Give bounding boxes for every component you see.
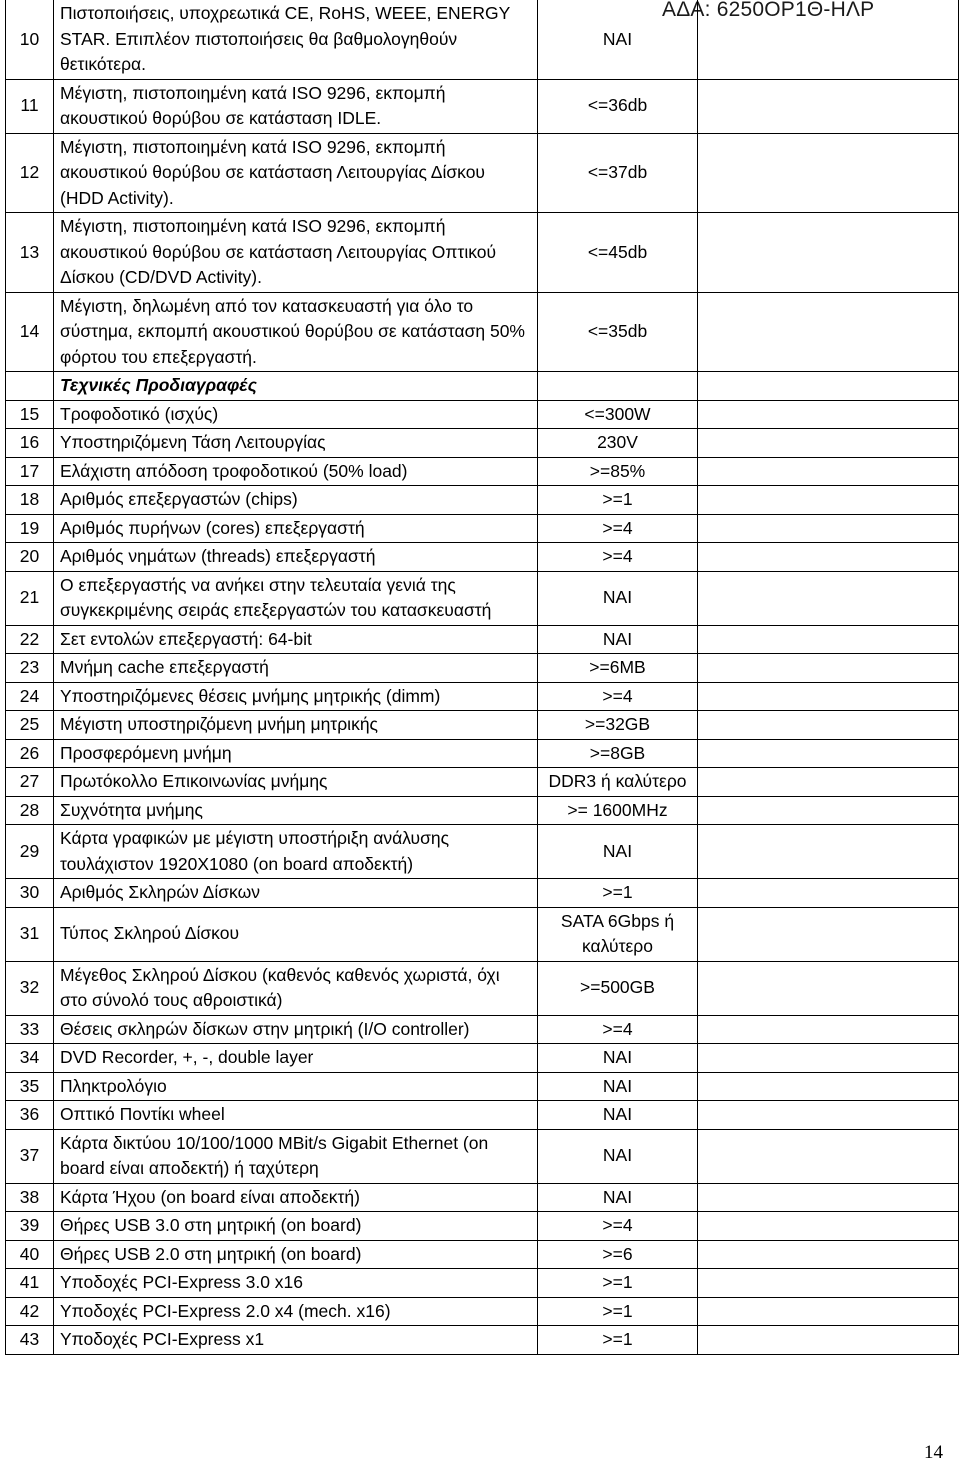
table-row xyxy=(6,879,959,908)
row-description: Αριθμός νημάτων (threads) επεξεργαστή xyxy=(54,543,538,572)
table-row xyxy=(6,571,959,625)
table-row xyxy=(6,1072,959,1101)
row-description: Υποστηριζόμενη Τάση Λειτουργίας xyxy=(54,429,538,458)
row-description: Θήρες USB 3.0 στη μητρική (on board) xyxy=(54,1212,538,1241)
table-row xyxy=(6,133,959,213)
table-row xyxy=(6,682,959,711)
row-number: 28 xyxy=(6,796,54,825)
table-row xyxy=(6,768,959,797)
row-value: ΝΑΙ xyxy=(538,1129,698,1183)
table-row xyxy=(6,825,959,879)
row-empty-cell xyxy=(698,514,959,543)
row-description: Κάρτα δικτύου 10/100/1000 MBit/s Gigabit Ethernet (on board είναι αποδεκτή) ή ταχύτερη xyxy=(54,1129,538,1183)
section-empty-cell xyxy=(698,372,959,401)
row-description: Πρωτόκολλο Επικοινωνίας μνήμης xyxy=(54,768,538,797)
row-value: <=36db xyxy=(538,79,698,133)
row-description: Πληκτρολόγιο xyxy=(54,1072,538,1101)
row-value: >=4 xyxy=(538,682,698,711)
table-row xyxy=(6,711,959,740)
row-number: 17 xyxy=(6,457,54,486)
row-empty-cell xyxy=(698,711,959,740)
table-row xyxy=(6,1044,959,1073)
row-description: Τροφοδοτικό (ισχύς) xyxy=(54,400,538,429)
row-description: Συχνότητα μνήμης xyxy=(54,796,538,825)
row-number: 42 xyxy=(6,1297,54,1326)
row-empty-cell xyxy=(698,429,959,458)
row-empty-cell xyxy=(698,1015,959,1044)
table-row xyxy=(6,1129,959,1183)
row-empty-cell xyxy=(698,1183,959,1212)
row-number: 29 xyxy=(6,825,54,879)
table-row xyxy=(6,1269,959,1298)
row-number: 23 xyxy=(6,654,54,683)
table-row xyxy=(6,1297,959,1326)
table-row xyxy=(6,1240,959,1269)
row-description: Υποδοχές PCI-Express 3.0 x16 xyxy=(54,1269,538,1298)
table-row xyxy=(6,213,959,293)
row-number: 20 xyxy=(6,543,54,572)
row-number: 31 xyxy=(6,907,54,961)
row-number: 38 xyxy=(6,1183,54,1212)
row-empty-cell xyxy=(698,571,959,625)
row-empty-cell xyxy=(698,400,959,429)
row-number: 11 xyxy=(6,79,54,133)
row-empty-cell xyxy=(698,682,959,711)
row-value: ΝΑΙ xyxy=(538,1183,698,1212)
row-value: >=1 xyxy=(538,1269,698,1298)
section-empty-cell xyxy=(6,372,54,401)
row-number: 26 xyxy=(6,739,54,768)
row-description: Κάρτα γραφικών με μέγιστη υποστήριξη ανάλυσης τουλάχιστον 1920X1080 (on board αποδεκτή) xyxy=(54,825,538,879)
row-number: 35 xyxy=(6,1072,54,1101)
row-number: 36 xyxy=(6,1101,54,1130)
row-value: >=4 xyxy=(538,514,698,543)
row-value: >=1 xyxy=(538,486,698,515)
row-empty-cell xyxy=(698,133,959,213)
row-empty-cell xyxy=(698,0,959,79)
row-description: Τύπος Σκληρού Δίσκου xyxy=(54,907,538,961)
row-empty-cell xyxy=(698,879,959,908)
row-description: Αριθμός επεξεργαστών (chips) xyxy=(54,486,538,515)
row-value: >=4 xyxy=(538,1212,698,1241)
row-value: ΝΑΙ xyxy=(538,1044,698,1073)
row-description: Αριθμός Σκληρών Δίσκων xyxy=(54,879,538,908)
row-empty-cell xyxy=(698,1269,959,1298)
row-empty-cell xyxy=(698,739,959,768)
row-value: >=85% xyxy=(538,457,698,486)
table-row xyxy=(6,961,959,1015)
row-description: Μέγιστη, πιστοποιημένη κατά ISO 9296, εκπομπή ακουστικού θορύβου σε κατάσταση Λειτουργίας Οπτικού Δίσκου (CD/DVD Activity). xyxy=(54,213,538,293)
table-row xyxy=(6,654,959,683)
row-value: >=6 xyxy=(538,1240,698,1269)
row-number: 19 xyxy=(6,514,54,543)
row-empty-cell xyxy=(698,1297,959,1326)
row-value: >=1 xyxy=(538,1326,698,1355)
row-value: >=6MB xyxy=(538,654,698,683)
row-description: Ελάχιστη απόδοση τροφοδοτικού (50% load) xyxy=(54,457,538,486)
row-value: >=32GB xyxy=(538,711,698,740)
row-empty-cell xyxy=(698,213,959,293)
row-number: 13 xyxy=(6,213,54,293)
row-empty-cell xyxy=(698,796,959,825)
row-empty-cell xyxy=(698,1212,959,1241)
row-number: 22 xyxy=(6,625,54,654)
row-number: 12 xyxy=(6,133,54,213)
table-row xyxy=(6,429,959,458)
page-number: 14 xyxy=(924,1442,943,1463)
row-empty-cell xyxy=(698,654,959,683)
row-description: Προσφερόμενη μνήμη xyxy=(54,739,538,768)
row-description: Πιστοποιήσεις, υποχρεωτικά CE, RoHS, WEEE, ENERGY STAR. Επιπλέον πιστοποιήσεις θα βαθμολογηθούν θετικότερα. xyxy=(54,0,538,79)
table-row xyxy=(6,543,959,572)
row-description: Οπτικό Ποντίκι wheel xyxy=(54,1101,538,1130)
row-number: 16 xyxy=(6,429,54,458)
row-description: DVD Recorder, +, -, double layer xyxy=(54,1044,538,1073)
row-value: >=8GB xyxy=(538,739,698,768)
table-row xyxy=(6,400,959,429)
row-number: 43 xyxy=(6,1326,54,1355)
row-description: Μέγιστη υποστηριζόμενη μνήμη μητρικής xyxy=(54,711,538,740)
row-value: ΝΑΙ xyxy=(538,825,698,879)
row-description: Θέσεις σκληρών δίσκων στην μητρική (I/O controller) xyxy=(54,1015,538,1044)
table-row xyxy=(6,514,959,543)
row-value: >=1 xyxy=(538,879,698,908)
row-value: 230V xyxy=(538,429,698,458)
row-number: 24 xyxy=(6,682,54,711)
specifications-table xyxy=(5,0,959,1355)
table-row xyxy=(6,907,959,961)
row-empty-cell xyxy=(698,1240,959,1269)
row-number: 30 xyxy=(6,879,54,908)
row-value: <=300W xyxy=(538,400,698,429)
row-number: 10 xyxy=(6,0,54,79)
row-value: <=45db xyxy=(538,213,698,293)
table-row xyxy=(6,1212,959,1241)
row-number: 32 xyxy=(6,961,54,1015)
table-row xyxy=(6,739,959,768)
table-row xyxy=(6,1101,959,1130)
row-empty-cell xyxy=(698,907,959,961)
row-number: 41 xyxy=(6,1269,54,1298)
row-value: >=500GB xyxy=(538,961,698,1015)
row-description: Υποστηριζόμενες θέσεις μνήμης μητρικής (dimm) xyxy=(54,682,538,711)
row-number: 14 xyxy=(6,292,54,372)
row-empty-cell xyxy=(698,292,959,372)
row-number: 40 xyxy=(6,1240,54,1269)
row-empty-cell xyxy=(698,1072,959,1101)
row-description: Μέγιστη, πιστοποιημένη κατά ISO 9296, εκπομπή ακουστικού θορύβου σε κατάσταση IDLE. xyxy=(54,79,538,133)
table-row xyxy=(6,457,959,486)
row-empty-cell xyxy=(698,625,959,654)
table-row xyxy=(6,486,959,515)
row-description: Μέγιστη, δηλωμένη από τον κατασκευαστή για όλο το σύστημα, εκπομπή ακουστικού θορύβου σε κατάσταση 50% φόρτου του επεξεργαστή. xyxy=(54,292,538,372)
row-value: >=1 xyxy=(538,1297,698,1326)
row-value: >= 1600MHz xyxy=(538,796,698,825)
table-row xyxy=(6,292,959,372)
row-empty-cell xyxy=(698,961,959,1015)
row-value: ΝΑΙ xyxy=(538,625,698,654)
row-number: 21 xyxy=(6,571,54,625)
row-description: Θήρες USB 2.0 στη μητρική (on board) xyxy=(54,1240,538,1269)
row-description: Μνήμη cache επεξεργαστή xyxy=(54,654,538,683)
row-number: 39 xyxy=(6,1212,54,1241)
row-value: DDR3 ή καλύτερο xyxy=(538,768,698,797)
table-row xyxy=(6,0,959,79)
row-empty-cell xyxy=(698,825,959,879)
row-number: 37 xyxy=(6,1129,54,1183)
row-number: 25 xyxy=(6,711,54,740)
row-description: Υποδοχές PCI-Express 2.0 x4 (mech. x16) xyxy=(54,1297,538,1326)
row-value: ΝΑΙ xyxy=(538,571,698,625)
table-row xyxy=(6,1015,959,1044)
row-empty-cell xyxy=(698,1044,959,1073)
section-header-row xyxy=(6,372,959,401)
table-row xyxy=(6,79,959,133)
row-value: <=37db xyxy=(538,133,698,213)
section-empty-cell xyxy=(538,372,698,401)
table-row xyxy=(6,1183,959,1212)
row-value: >=4 xyxy=(538,1015,698,1044)
row-number: 33 xyxy=(6,1015,54,1044)
row-value: ΝΑΙ xyxy=(538,1101,698,1130)
ada-watermark: ΑΔΑ: 6250ΟΡ1Θ-ΗΛΡ xyxy=(662,0,875,21)
row-value: ΝΑΙ xyxy=(538,1072,698,1101)
row-description: Κάρτα Ήχου (on board είναι αποδεκτή) xyxy=(54,1183,538,1212)
row-description: Υποδοχές PCI-Express x1 xyxy=(54,1326,538,1355)
row-empty-cell xyxy=(698,1129,959,1183)
row-value: SATA 6Gbps ή καλύτερο xyxy=(538,907,698,961)
row-number: 34 xyxy=(6,1044,54,1073)
row-description: Αριθμός πυρήνων (cores) επεξεργαστή xyxy=(54,514,538,543)
table-row xyxy=(6,1326,959,1355)
row-empty-cell xyxy=(698,768,959,797)
table-row xyxy=(6,796,959,825)
specifications-table-body xyxy=(6,0,959,1354)
row-description: Ο επεξεργαστής να ανήκει στην τελευταία γενιά της συγκεκριμένης σειράς επεξεργαστών του κατασκευαστή xyxy=(54,571,538,625)
row-value: >=4 xyxy=(538,543,698,572)
row-number: 15 xyxy=(6,400,54,429)
row-empty-cell xyxy=(698,543,959,572)
row-empty-cell xyxy=(698,1101,959,1130)
row-value: <=35db xyxy=(538,292,698,372)
row-number: 27 xyxy=(6,768,54,797)
row-description: Σετ εντολών επεξεργαστή: 64-bit xyxy=(54,625,538,654)
row-empty-cell xyxy=(698,1326,959,1355)
row-empty-cell xyxy=(698,486,959,515)
row-number: 18 xyxy=(6,486,54,515)
row-empty-cell xyxy=(698,457,959,486)
row-description: Μέγεθος Σκληρού Δίσκου (καθενός καθενός χωριστά, όχι στο σύνολό τους αθροιστικά) xyxy=(54,961,538,1015)
row-empty-cell xyxy=(698,79,959,133)
section-title: Τεχνικές Προδιαγραφές xyxy=(54,372,538,401)
row-description: Μέγιστη, πιστοποιημένη κατά ISO 9296, εκπομπή ακουστικού θορύβου σε κατάσταση Λειτουργίας Δίσκου (HDD Activity). xyxy=(54,133,538,213)
table-row xyxy=(6,625,959,654)
row-value: ΝΑΙ xyxy=(538,0,698,79)
